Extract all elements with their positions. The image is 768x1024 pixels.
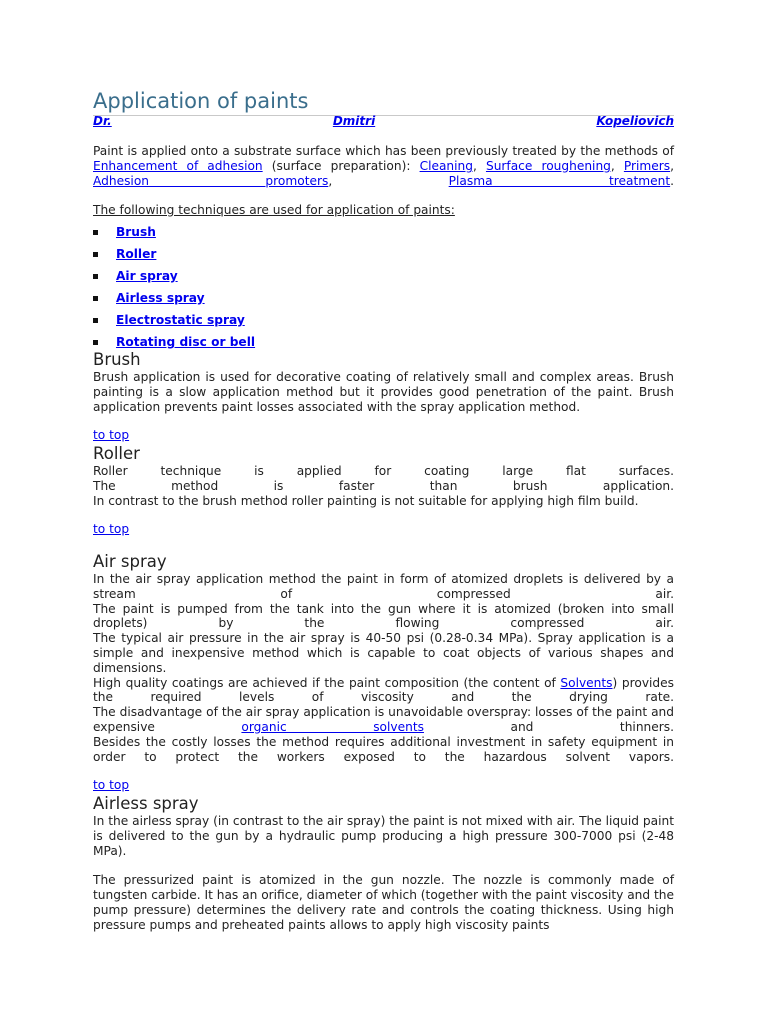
air-spray-p6: Besides the costly losses the method requires additional investment in safety equipment in order to protect the workers exposed to the hazardous solvent vapors.: [93, 734, 674, 764]
bullet-icon: [93, 318, 98, 323]
to-top-link[interactable]: to top: [93, 522, 130, 537]
airless-p2: The pressurized paint is atomized in the gun nozzle. The nozzle is commonly made of tungsten carbide. It has an orifice, diameter of which (together with the paint viscosity and the pump pressure) determines the delivery rate and controls the coating thickness. Using high pressure pumps and preheated paints allows to apply high viscosity paints: [93, 873, 674, 932]
link-cleaning[interactable]: Cleaning: [419, 158, 473, 173]
techniques-lead: The following techniques are used for application of paints:: [93, 203, 455, 217]
toc-link-rotating-disc[interactable]: Rotating disc or bell: [116, 335, 256, 349]
list-item: [93, 268, 255, 290]
link-enhancement-of-adhesion[interactable]: Enhancement of adhesion: [93, 158, 263, 173]
author-first[interactable]: Dr.: [93, 114, 112, 128]
to-top-link[interactable]: to top: [93, 778, 130, 793]
link-solvents[interactable]: Solvents: [560, 675, 613, 690]
bullet-icon: [93, 252, 98, 257]
heading-airless-spray: Airless spray: [93, 794, 199, 813]
list-item: [93, 312, 255, 334]
link-primers[interactable]: Primers: [623, 158, 671, 173]
bullet-icon: [93, 230, 98, 235]
air-spray-p5: The disadvantage of the air spray application is unavoidable overspray: losses of the paint and expensive organic solvents and thinners.: [93, 705, 674, 734]
heading-brush: Brush: [93, 350, 141, 369]
page-title: Application of paints: [93, 88, 674, 116]
author-line: [93, 114, 674, 129]
list-item: [93, 246, 255, 268]
link-adhesion-promoters[interactable]: Adhesion promoters: [93, 173, 329, 188]
techniques-list: [93, 224, 255, 356]
heading-roller: Roller: [93, 444, 140, 463]
air-spray-p2: The paint is pumped from the tank into the gun where it is atomized (broken into small droplets) by the flowing compressed air.: [93, 601, 674, 631]
section-brush: [93, 350, 674, 443]
list-item: [93, 290, 255, 312]
air-spray-p1: In the air spray application method the paint in form of atomized droplets is delivered by a stream of compressed air.: [93, 572, 674, 601]
link-organic-solvents[interactable]: organic solvents: [241, 719, 424, 734]
section-roller: [93, 444, 674, 537]
toc-link-electrostatic-spray[interactable]: Electrostatic spray: [116, 313, 245, 327]
author-middle[interactable]: Dmitri: [332, 114, 376, 128]
toc-link-roller[interactable]: Roller: [116, 247, 157, 261]
roller-line-3: In contrast to the brush method roller painting is not suitable for applying high film build.: [93, 493, 639, 508]
heading-air-spray: Air spray: [93, 552, 167, 571]
toc-link-airless-spray[interactable]: Airless spray: [116, 291, 205, 305]
link-surface-roughening[interactable]: Surface roughening: [485, 158, 611, 173]
toc-link-brush[interactable]: Brush: [116, 225, 156, 239]
bullet-icon: [93, 340, 98, 345]
airless-p1: In the airless spray (in contrast to the air spray) the paint is not mixed with air. The liquid paint is delivered to the gun by a hydraulic pump producing a high pressure 300-7000 psi (2-48 MPa).: [93, 814, 674, 858]
intro-paragraph: Paint is applied onto a substrate surface which has been previously treated by the methods of Enhancement of adhesion (surface preparation): Cleaning, Surface roughening, Primers, Adhesion promoters, Plasma treatment.: [93, 144, 675, 188]
link-plasma-treatment[interactable]: Plasma treatment: [448, 173, 671, 188]
brush-text: Brush application is used for decorative coating of relatively small and complex areas. Brush painting is a slow application method but it provides good penetration of the paint. Brush application prevents paint losses associated with the spray application method.: [93, 370, 674, 414]
bullet-icon: [93, 274, 98, 279]
roller-line-2: The method is faster than brush application.: [93, 478, 674, 493]
author-last[interactable]: Kopeliovich: [596, 114, 674, 128]
section-air-spray: [93, 552, 674, 793]
roller-line-1: Roller technique is applied for coating large flat surfaces.: [93, 464, 674, 478]
to-top-link[interactable]: to top: [93, 428, 130, 443]
air-spray-p3: The typical air pressure in the air spray is 40-50 psi (0.28-0.34 MPa). Spray application is a simple and inexpensive method which is capable to coat objects of various shapes and dimensions.: [93, 631, 674, 675]
list-item: [93, 224, 255, 246]
section-airless-spray: [93, 794, 674, 932]
toc-link-air-spray[interactable]: Air spray: [116, 269, 178, 283]
bullet-icon: [93, 296, 98, 301]
air-spray-p4: High quality coatings are achieved if the paint composition (the content of Solvents) provides the required levels of viscosity and the drying rate.: [93, 675, 674, 705]
